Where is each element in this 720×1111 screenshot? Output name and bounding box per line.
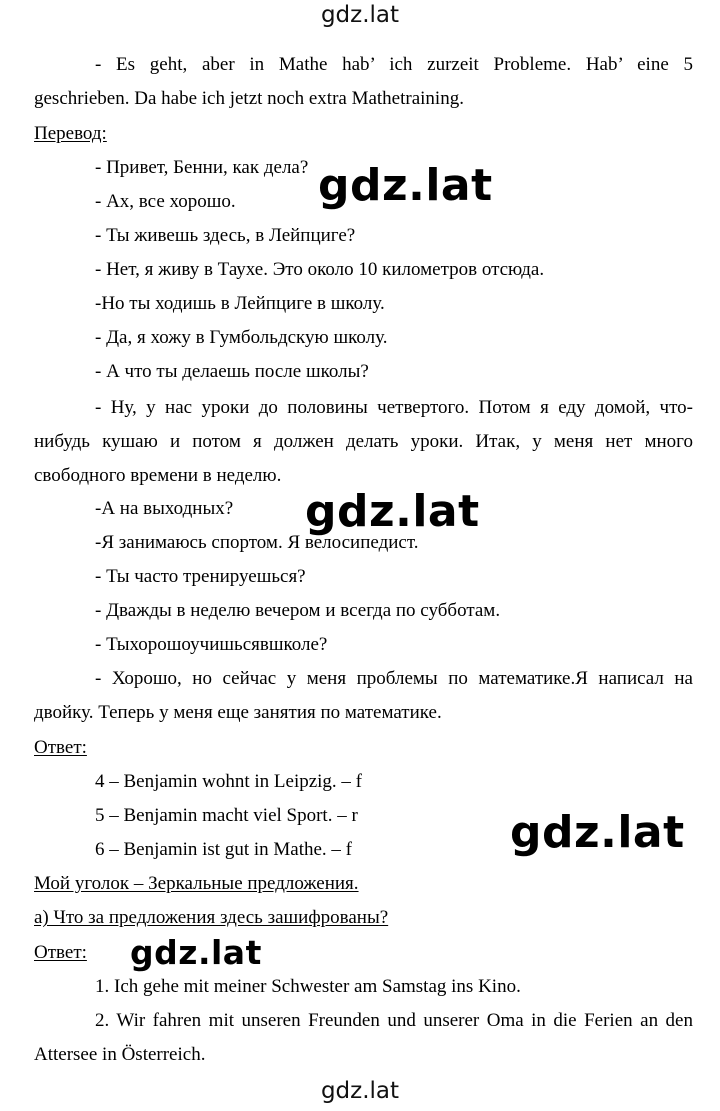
translation-line: - Ты живешь здесь, в Лейпциге?: [95, 225, 356, 246]
header-watermark: gdz.lat: [320, 2, 400, 28]
translation-line: нибудь кушаю и потом я должен делать уроки. Итак, у меня нет много: [34, 431, 693, 452]
translation-line: - Привет, Бенни, как дела?: [95, 157, 309, 178]
section-heading-answer: Ответ:: [34, 942, 87, 963]
translation-line: свободного времени в неделю.: [34, 465, 282, 486]
answer-sentence: Attersee in Österreich.: [34, 1044, 206, 1065]
translation-line: -Я занимаюсь спортом. Я велосипедист.: [95, 532, 419, 553]
dialogue-line-de: geschrieben. Da habe ich jetzt noch extra Mathetraining.: [34, 88, 464, 109]
translation-line: -Но ты ходишь в Лейпциге в школу.: [95, 293, 385, 314]
footer-watermark: gdz.lat: [320, 1078, 400, 1104]
section-heading-translation: Перевод:: [34, 123, 107, 144]
task-question: а) Что за предложения здесь зашифрованы?: [34, 907, 389, 928]
answer-line: 5 – Benjamin macht viel Sport. – r: [95, 805, 358, 826]
translation-line: - Тыхорошоучишьсявшколе?: [95, 634, 328, 655]
section-heading-answer: Ответ:: [34, 737, 87, 758]
watermark-overlay: gdz.lat: [130, 933, 262, 972]
answer-line: 4 – Benjamin wohnt in Leipzig. – f: [95, 771, 363, 792]
translation-line: - Хорошо, но сейчас у меня проблемы по математике.Я написал на: [95, 668, 693, 689]
answer-sentence: 2. Wir fahren mit unseren Freunden und unserer Oma in die Ferien an den: [95, 1010, 693, 1031]
answer-sentence: 1. Ich gehe mit meiner Schwester am Samstag ins Kino.: [95, 976, 521, 997]
translation-line: - Ты часто тренируешься?: [95, 566, 306, 587]
translation-line: - Ну, у нас уроки до половины четвертого. Потом я еду домой, что-: [95, 397, 693, 418]
section-heading-corner: Мой уголок – Зеркальные предложения.: [34, 873, 359, 894]
translation-line: - Ах, все хорошо.: [95, 191, 236, 212]
translation-line: двойку. Теперь у меня еще занятия по математике.: [34, 702, 442, 723]
translation-line: - Дважды в неделю вечером и всегда по субботам.: [95, 600, 501, 621]
watermark-overlay: gdz.lat: [510, 807, 685, 858]
watermark-overlay: gdz.lat: [318, 160, 493, 211]
translation-line: - Да, я хожу в Гумбольдскую школу.: [95, 327, 388, 348]
translation-line: - Нет, я живу в Таухе. Это около 10 километров отсюда.: [95, 259, 545, 280]
translation-line: -А на выходных?: [95, 498, 234, 519]
dialogue-line-de: - Es geht, aber in Mathe hab’ ich zurzeit Probleme. Hab’ eine 5: [95, 54, 693, 75]
translation-line: - А что ты делаешь после школы?: [95, 361, 369, 382]
watermark-overlay: gdz.lat: [305, 486, 480, 537]
answer-line: 6 – Benjamin ist gut in Mathe. – f: [95, 839, 353, 860]
